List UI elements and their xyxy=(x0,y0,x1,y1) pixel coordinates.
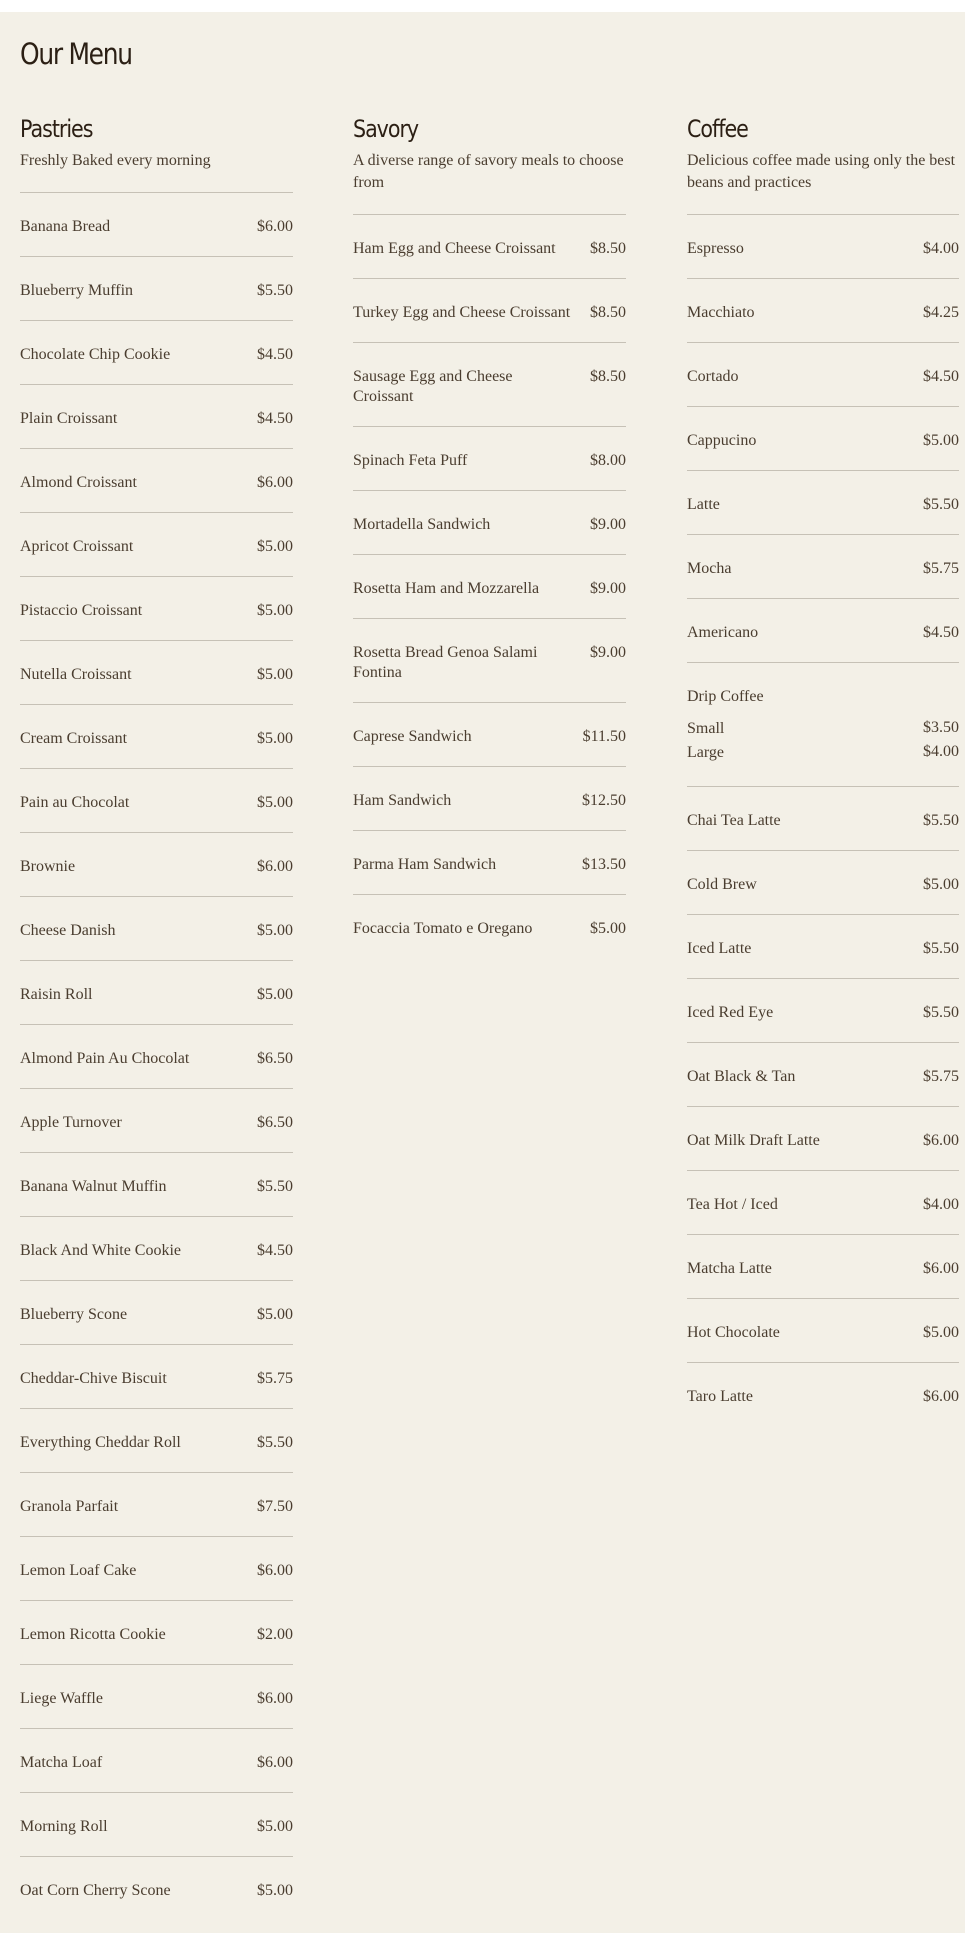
menu-item xyxy=(20,705,293,769)
menu-item-price: $5.00 xyxy=(923,876,959,893)
menu-item-name: Banana Bread xyxy=(20,218,111,235)
menu-item-price: $11.50 xyxy=(582,728,626,745)
menu-item-name: Mortadella Sandwich xyxy=(353,516,491,533)
size-option-price: $4.00 xyxy=(923,743,959,760)
menu-item-price: $5.00 xyxy=(257,666,293,683)
menu-item xyxy=(687,599,959,663)
menu-item-name: Oat Milk Draft Latte xyxy=(687,1132,820,1149)
savory-section xyxy=(353,112,626,959)
menu-item xyxy=(20,449,293,513)
menu-item-price: $9.00 xyxy=(590,580,626,597)
menu-item-name: Turkey Egg and Cheese Croissant xyxy=(353,304,571,321)
menu-item-name: Latte xyxy=(687,496,720,513)
menu-item-price: $5.00 xyxy=(257,1818,293,1835)
menu-item-name: Americano xyxy=(687,624,759,641)
menu-item xyxy=(20,1857,293,1921)
menu-item-name: Cold Brew xyxy=(687,876,757,893)
menu-item xyxy=(687,1299,959,1363)
menu-item xyxy=(353,831,626,895)
menu-item-price: $5.50 xyxy=(923,1004,959,1021)
menu-item-name: Cheddar-Chive Biscuit xyxy=(20,1370,167,1387)
menu-item-name: Chai Tea Latte xyxy=(687,812,781,829)
menu-item xyxy=(20,1025,293,1089)
menu-item xyxy=(20,321,293,385)
menu-item-name: Banana Walnut Muffin xyxy=(20,1178,167,1195)
menu-item-name: Oat Black & Tan xyxy=(687,1068,796,1085)
menu-item-name: Cream Croissant xyxy=(20,730,128,747)
menu-item-name: Parma Ham Sandwich xyxy=(353,856,497,873)
menu-item xyxy=(20,1281,293,1345)
menu-item xyxy=(20,897,293,961)
menu-item xyxy=(353,215,626,279)
menu-item xyxy=(353,343,626,427)
menu-item-price: $7.50 xyxy=(257,1498,293,1515)
menu-item-name: Iced Latte xyxy=(687,940,752,957)
menu-item xyxy=(20,1345,293,1409)
menu-item xyxy=(687,915,959,979)
menu-item-name: Mocha xyxy=(687,560,732,577)
menu-item-name: Blueberry Scone xyxy=(20,1306,128,1323)
menu-item-name: Liege Waffle xyxy=(20,1690,103,1707)
menu-item-price: $6.00 xyxy=(923,1388,959,1405)
menu-item-name: Matcha Loaf xyxy=(20,1754,103,1771)
menu-item-price: $8.00 xyxy=(590,452,626,469)
menu-item-price: $5.00 xyxy=(257,1306,293,1323)
page-title: Our Menu xyxy=(20,37,132,71)
menu-item-name: Plain Croissant xyxy=(20,410,118,427)
menu-item-price: $4.00 xyxy=(923,240,959,257)
menu-item-price: $5.00 xyxy=(590,920,626,937)
menu-item-price: $5.00 xyxy=(923,1324,959,1341)
menu-item-price: $4.50 xyxy=(923,624,959,641)
menu-item-name: Rosetta Bread Genoa Salami Fontina xyxy=(353,644,538,681)
menu-item-name: Oat Corn Cherry Scone xyxy=(20,1882,171,1899)
menu-item-name: Apricot Croissant xyxy=(20,538,134,555)
menu-item xyxy=(353,491,626,555)
menu-item xyxy=(687,1107,959,1171)
menu-item xyxy=(687,1363,959,1427)
menu-item-price: $5.50 xyxy=(923,812,959,829)
menu-item xyxy=(353,555,626,619)
menu-item xyxy=(687,1043,959,1107)
menu-item-price: $6.50 xyxy=(257,1050,293,1067)
menu-item xyxy=(20,1729,293,1793)
menu-item xyxy=(20,257,293,321)
menu-item-price: $4.50 xyxy=(923,368,959,385)
menu-item-name: Hot Chocolate xyxy=(687,1324,780,1341)
menu-item-name: Lemon Ricotta Cookie xyxy=(20,1626,166,1643)
menu-item xyxy=(353,619,626,703)
menu-item-price: $6.00 xyxy=(257,1754,293,1771)
menu-item-price: $5.50 xyxy=(257,282,293,299)
menu-item xyxy=(20,1793,293,1857)
menu-item-name: Morning Roll xyxy=(20,1818,108,1835)
menu-item xyxy=(687,1171,959,1235)
menu-item-price: $6.00 xyxy=(257,1562,293,1579)
menu-item-price: $8.50 xyxy=(590,240,626,257)
menu-item-price: $9.00 xyxy=(590,516,626,533)
menu-item-name: Tea Hot / Iced xyxy=(687,1196,778,1213)
menu-item-name: Black And White Cookie xyxy=(20,1242,182,1259)
menu-item-price: $6.00 xyxy=(923,1260,959,1277)
size-option xyxy=(687,718,959,740)
pastries-title: Pastries xyxy=(20,115,93,143)
menu-item xyxy=(687,787,959,851)
menu-item-name: Espresso xyxy=(687,240,744,257)
menu-item-name: Focaccia Tomato e Oregano xyxy=(353,920,533,937)
menu-item xyxy=(20,193,293,257)
menu-item xyxy=(687,663,959,787)
menu-item-name: Iced Red Eye xyxy=(687,1004,774,1021)
savory-title: Savory xyxy=(353,115,419,143)
menu-item-price: $4.00 xyxy=(923,1196,959,1213)
menu-item xyxy=(353,895,626,959)
coffee-title: Coffee xyxy=(687,115,748,143)
menu-item-name: Granola Parfait xyxy=(20,1498,119,1515)
menu-item xyxy=(687,215,959,279)
menu-item-price: $6.00 xyxy=(257,1690,293,1707)
savory-item-list xyxy=(353,215,626,959)
menu-page xyxy=(0,12,965,1933)
menu-item xyxy=(20,1153,293,1217)
menu-item-name: Ham Egg and Cheese Croissant xyxy=(353,240,556,257)
menu-item-name: Matcha Latte xyxy=(687,1260,772,1277)
menu-item-name: Cortado xyxy=(687,368,739,385)
menu-item xyxy=(20,385,293,449)
menu-item xyxy=(353,703,626,767)
menu-item-name: Pistaccio Croissant xyxy=(20,602,143,619)
menu-item-name: Sausage Egg and Cheese Croissant xyxy=(353,368,513,405)
menu-item xyxy=(687,471,959,535)
menu-item-price: $4.50 xyxy=(257,1242,293,1259)
menu-item-name: Nutella Croissant xyxy=(20,666,132,683)
menu-item xyxy=(20,1409,293,1473)
menu-item-price: $5.50 xyxy=(923,940,959,957)
menu-item-name: Blueberry Muffin xyxy=(20,282,134,299)
pastries-item-list xyxy=(20,193,293,1921)
menu-item-price: $8.50 xyxy=(590,304,626,321)
menu-item xyxy=(353,427,626,491)
menu-item xyxy=(687,343,959,407)
menu-item xyxy=(687,279,959,343)
menu-item-name: Everything Cheddar Roll xyxy=(20,1434,181,1451)
menu-item xyxy=(20,1601,293,1665)
menu-item-price: $12.50 xyxy=(582,792,626,809)
coffee-section xyxy=(687,112,959,1427)
menu-item-name: Brownie xyxy=(20,858,76,875)
coffee-description: Delicious coffee made using only the best beans and practices xyxy=(687,152,956,191)
pastries-description: Freshly Baked every morning xyxy=(20,152,211,169)
menu-item xyxy=(687,1235,959,1299)
menu-item-name: Pain au Chocolat xyxy=(20,794,130,811)
menu-item xyxy=(687,535,959,599)
menu-item xyxy=(20,833,293,897)
menu-item xyxy=(687,851,959,915)
menu-item-price: $6.00 xyxy=(257,858,293,875)
menu-item-price: $8.50 xyxy=(590,368,626,385)
menu-item xyxy=(20,1217,293,1281)
menu-item-price: $5.00 xyxy=(923,432,959,449)
menu-item-price: $5.00 xyxy=(257,538,293,555)
menu-item xyxy=(353,767,626,831)
menu-item-price: $2.00 xyxy=(257,1626,293,1643)
menu-item-price: $5.50 xyxy=(257,1178,293,1195)
savory-description: A diverse range of savory meals to choose from xyxy=(353,152,624,191)
pastries-section xyxy=(20,112,293,1921)
menu-item-price: $5.00 xyxy=(257,986,293,1003)
menu-item xyxy=(20,641,293,705)
menu-item-price: $13.50 xyxy=(582,856,626,873)
menu-item-name: Raisin Roll xyxy=(20,986,93,1003)
menu-item xyxy=(20,1537,293,1601)
menu-item-name: Caprese Sandwich xyxy=(353,728,472,745)
menu-item-name: Taro Latte xyxy=(687,1388,753,1405)
menu-item xyxy=(20,769,293,833)
size-option xyxy=(687,742,959,764)
menu-item xyxy=(20,1665,293,1729)
menu-item-name: Drip Coffee xyxy=(687,688,764,705)
menu-item xyxy=(20,961,293,1025)
menu-item-price: $5.00 xyxy=(257,794,293,811)
menu-item-name: Almond Pain Au Chocolat xyxy=(20,1050,190,1067)
menu-item xyxy=(353,279,626,343)
menu-item-name: Macchiato xyxy=(687,304,755,321)
menu-item-price: $6.00 xyxy=(923,1132,959,1149)
size-option-price: $3.50 xyxy=(923,719,959,736)
menu-item-name: Apple Turnover xyxy=(20,1114,122,1131)
size-option-label: Small xyxy=(687,720,725,737)
menu-item xyxy=(20,577,293,641)
menu-item-price: $4.50 xyxy=(257,346,293,363)
menu-item-price: $6.00 xyxy=(257,218,293,235)
coffee-item-list xyxy=(687,215,959,1427)
menu-item-name: Chocolate Chip Cookie xyxy=(20,346,171,363)
size-option-label: Large xyxy=(687,744,725,761)
menu-item-price: $5.00 xyxy=(257,922,293,939)
menu-item-name: Cappucino xyxy=(687,432,757,449)
menu-item-price: $5.50 xyxy=(923,496,959,513)
menu-item xyxy=(687,979,959,1043)
menu-item-name: Rosetta Ham and Mozzarella xyxy=(353,580,540,597)
menu-item-price: $6.50 xyxy=(257,1114,293,1131)
menu-item-price: $4.50 xyxy=(257,410,293,427)
menu-item-name: Lemon Loaf Cake xyxy=(20,1562,137,1579)
menu-item xyxy=(20,1473,293,1537)
menu-item-price: $5.00 xyxy=(257,1882,293,1899)
menu-item-name: Almond Croissant xyxy=(20,474,137,491)
menu-item-price: $5.75 xyxy=(923,560,959,577)
menu-item-price: $6.00 xyxy=(257,474,293,491)
menu-item-price: $5.50 xyxy=(257,1434,293,1451)
menu-item xyxy=(687,407,959,471)
menu-item-price: $5.00 xyxy=(257,730,293,747)
menu-item-price: $5.75 xyxy=(257,1370,293,1387)
menu-item xyxy=(20,1089,293,1153)
menu-item-name: Cheese Danish xyxy=(20,922,116,939)
menu-item-price: $5.00 xyxy=(257,602,293,619)
menu-item-price: $4.25 xyxy=(923,304,959,321)
menu-item-price: $9.00 xyxy=(590,644,626,661)
menu-item-name: Spinach Feta Puff xyxy=(353,452,468,469)
menu-item-name: Ham Sandwich xyxy=(353,792,452,809)
menu-item-price: $5.75 xyxy=(923,1068,959,1085)
menu-item xyxy=(20,513,293,577)
